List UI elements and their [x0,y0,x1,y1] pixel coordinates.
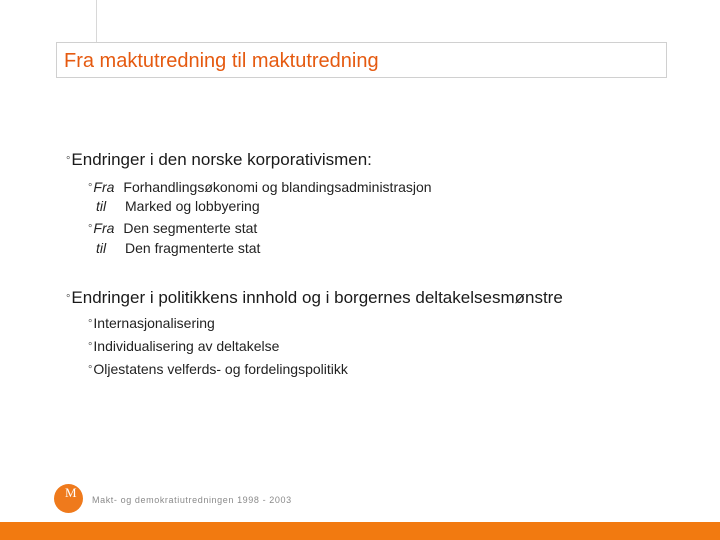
section2-item [88,314,215,332]
top-divider-line [96,0,97,42]
item-keyword: til [96,240,107,256]
item-text: Marked og lobbyering [125,198,260,214]
section2-item [88,360,348,378]
item-keyword: til [96,198,107,214]
bullet-marker: ° [66,293,71,305]
bullet-marker: ° [88,364,93,376]
section1-item [88,219,257,237]
item-text: Den segmenterte stat [123,220,258,236]
logo-letter: M [65,485,77,500]
section2-heading-row [66,288,563,308]
bullet-marker: ° [88,318,93,330]
item-keyword: Fra [93,220,115,236]
item-keyword: Fra [93,179,115,195]
item-text: Internasjonalisering [93,315,215,331]
item-text: Forhandlingsøkonomi og blandingsadministrasjon [123,179,432,195]
bullet-marker: ° [88,182,93,194]
item-text: Den fragmenterte stat [125,240,261,256]
bullet-marker: ° [66,155,71,167]
bottom-accent-bar [0,522,720,540]
item-text: Oljestatens velferds- og fordelingspolitikk [93,361,348,377]
section1-item [88,197,260,215]
section2-item [88,337,279,355]
bullet-marker: ° [88,341,93,353]
item-text: Individualisering av deltakelse [93,338,280,354]
slide-title: Fra maktutredning til maktutredning [64,50,379,72]
bullet-marker: ° [88,223,93,235]
section1-heading: Endringer i den norske korporativismen: [71,150,372,169]
section1-item [88,239,260,257]
footer-text: Makt- og demokratiutredningen 1998 - 2003 [92,495,292,505]
section1-item [88,178,432,196]
section1-heading-row [66,150,372,170]
section2-heading: Endringer i politikkens innhold og i borgernes deltakelsesmønstre [71,288,563,307]
